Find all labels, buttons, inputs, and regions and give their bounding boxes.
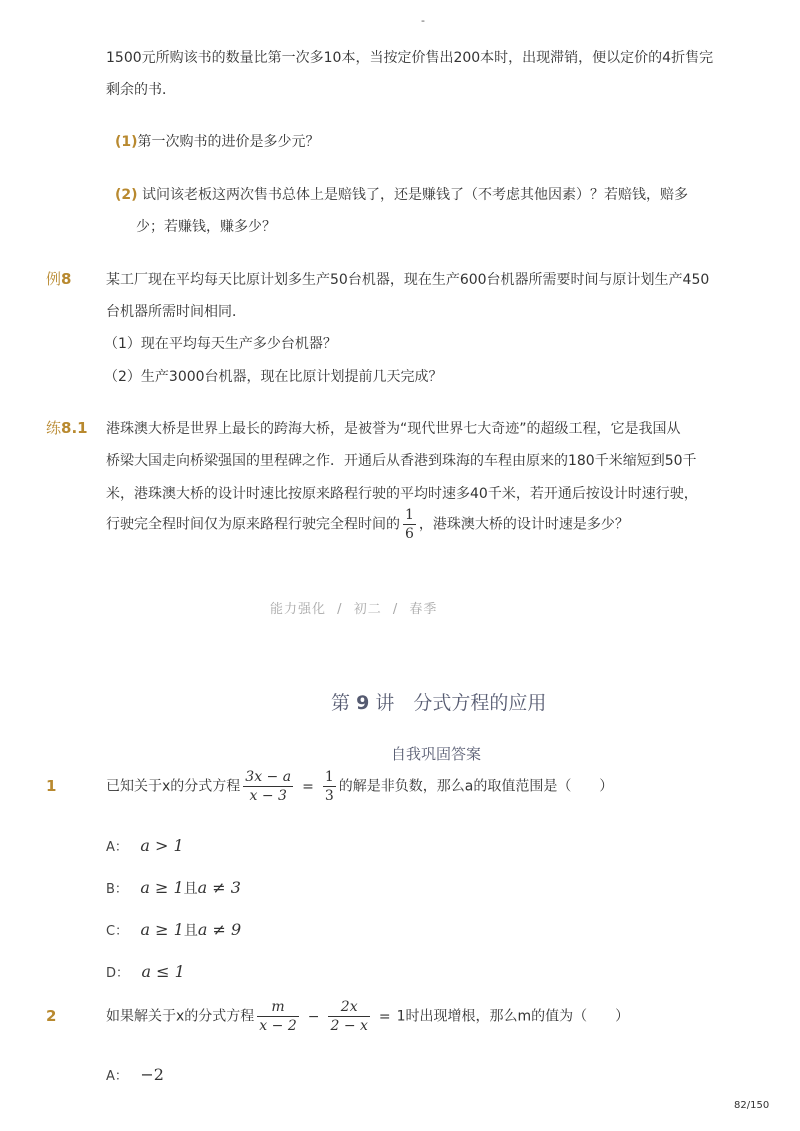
footer-separator: / [392,602,399,617]
fraction [243,768,293,805]
equals-sign: = [302,778,314,795]
fraction-numerator: 2x [340,999,358,1015]
question-1-number: 1 [46,777,57,795]
example-question-2: （2）生产3000台机器，现在比原计划提前几天完成？ [104,369,443,385]
fraction-denominator: x − 2 [259,1018,297,1034]
option-value: a > 1 [140,836,184,855]
example-label [46,268,71,289]
example-prefix: 例 [46,270,62,288]
fraction-numerator: 3x − a [245,769,292,785]
minus-sign: − [307,1008,320,1025]
footer-part3: 春季 [409,602,438,617]
stem-text: 1时出现增根，那么m的值为（ ） [396,1008,630,1025]
practice-line2: 桥梁大国走向桥梁强国的里程碑之作．开通后从香港到珠海的车程由原来的180千米缩短到50千 [106,453,697,469]
fraction-denominator: 6 [405,526,414,542]
option-b[interactable] [106,878,241,898]
option-label: A： [106,1069,128,1084]
option-c[interactable] [106,920,241,940]
example-line2: 台机器所需时间相同． [106,304,246,320]
option-conjunction: 且 [183,881,198,897]
prev-question-2 [115,184,688,204]
question-label: (1) [115,134,138,150]
practice-line4-after: ，港珠澳大桥的设计时速是多少？ [418,516,629,533]
question-text: 试问该老板这两次售书总体上是赔钱了，还是赚钱了（不考虑其他因素）？若赔钱，赔多 [142,187,688,203]
option-conjunction: 且 [183,923,198,939]
lecture-subtitle: 自我巩固答案 [391,745,482,763]
fraction [323,768,336,805]
option-value: −2 [140,1065,164,1084]
prev-problem-line1: 1500元所购该书的数量比第一次多10本，当按定价售出200本时，出现滞销，便以定价的4折售完 [106,50,714,66]
stem-text: 的解是非负数，那么a的取值范围是（ ） [338,778,614,795]
prev-problem-line2: 剩余的书． [106,82,176,98]
fraction-numerator: m [271,999,285,1015]
fraction-denominator: 3 [324,788,334,804]
option-label: B： [106,882,128,897]
option-label: A： [106,840,128,855]
option-value: a ≥ 1 [140,878,184,897]
fraction-numerator: 1 [405,507,414,523]
example-number: 8 [61,270,72,288]
option-value: a ≤ 1 [141,962,185,981]
fraction [403,506,416,543]
header-mark: - [421,14,425,27]
option-d[interactable] [106,962,185,981]
practice-label [46,417,88,438]
practice-prefix: 练 [46,419,62,437]
question-2-number: 2 [46,1007,57,1025]
practice-number: 8.1 [61,419,88,437]
option-a[interactable] [106,1065,164,1084]
footer-part1: 能力强化 [270,602,327,617]
footer-part2: 初二 [353,602,382,617]
lecture-title [331,688,546,715]
page-footer [270,598,437,617]
lecture-name: 讲 分式方程的应用 [375,692,547,714]
fraction [257,998,298,1035]
fraction-denominator: x − 3 [243,786,293,805]
question-1-stem [106,768,613,805]
option-value: a ≥ 1 [140,920,184,939]
fraction-denominator: 2 − x [330,1018,368,1034]
practice-line3: 米，港珠澳大桥的设计时速比按原来路程行驶的平均时速多40千米，若开通后按设计时速行驶， [106,486,698,502]
question-text: 第一次购书的进价是多少元？ [137,134,320,150]
lecture-prefix: 第 [331,692,351,714]
lecture-number: 9 [356,692,370,714]
fraction-numerator: 1 [324,769,334,785]
prev-question-2-line2: 少；若赚钱，赚多少？ [136,219,276,235]
practice-line4 [106,506,629,543]
example-line1: 某工厂现在平均每天比原计划多生产50台机器，现在生产600台机器所需要时间与原计划生产450 [106,272,710,288]
stem-text: 如果解关于x的分式方程 [106,1008,255,1025]
footer-separator: / [337,602,343,617]
option-a[interactable] [106,836,184,855]
equals-sign: = [378,1008,391,1025]
stem-text: 已知关于x的分式方程 [106,778,241,795]
option-label: D： [106,966,130,981]
prev-question-1 [115,131,320,151]
page-number: 82/150 [734,1100,770,1111]
example-question-1: （1）现在平均每天生产多少台机器？ [104,336,337,352]
option-value: a ≠ 3 [197,878,241,897]
practice-line1: 港珠澳大桥是世界上最长的跨海大桥，是被誉为“现代世界七大奇迹”的超级工程，它是我国从 [106,421,681,437]
option-value: a ≠ 9 [197,920,242,939]
practice-line4-before: 行驶完全程时间仅为原来路程行驶完全程时间的 [106,516,400,533]
question-2-stem [106,998,629,1035]
option-label: C： [106,924,129,939]
fraction [328,998,369,1035]
question-label: (2) [115,187,138,203]
